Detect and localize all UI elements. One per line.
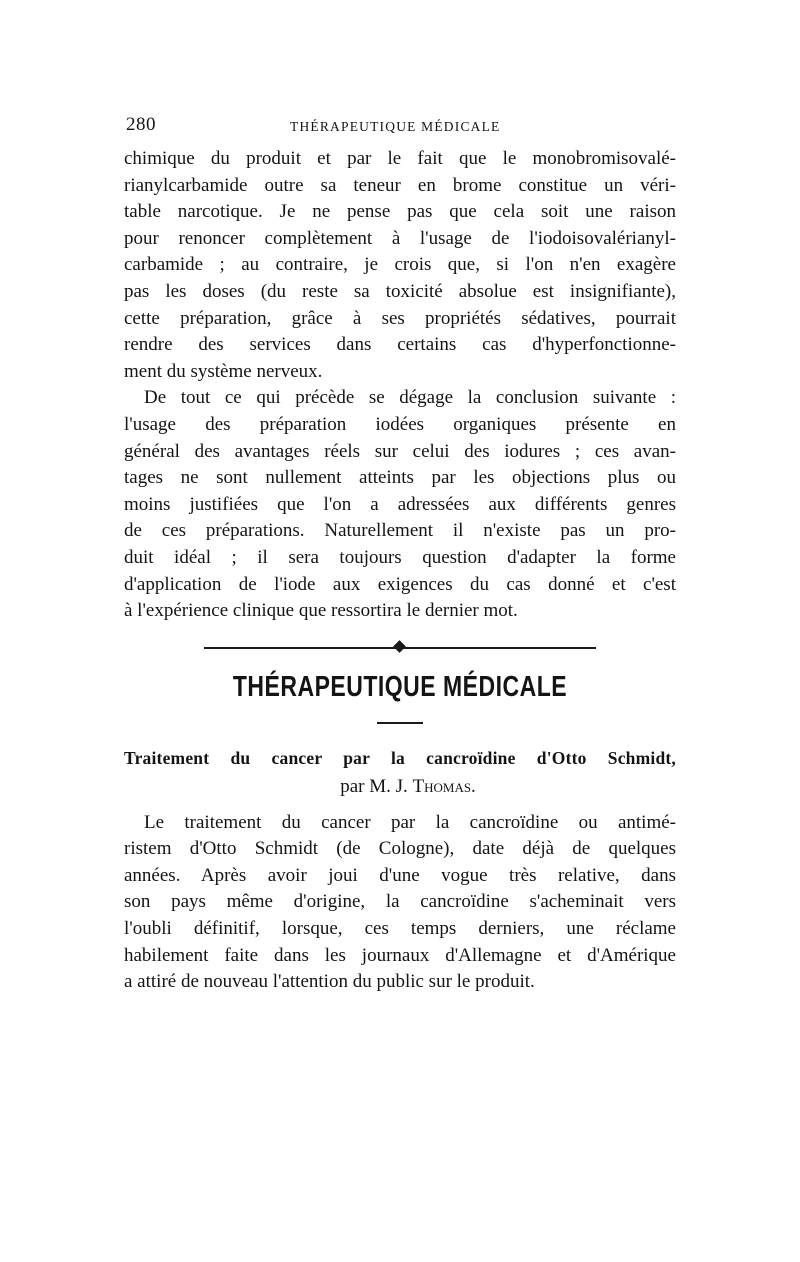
text-line: rendre des services dans certains cas d'hyperfonctionne- — [124, 334, 676, 356]
text-line: tages ne sont nullement atteints par les objections plus ou — [124, 467, 676, 489]
text-line: à l'expérience clinique que ressortira le dernier mot. — [124, 600, 518, 622]
ornamental-separator — [124, 637, 676, 659]
text-line: années. Après avoir joui d'une vogue très relative, dans — [124, 864, 676, 886]
text-line: cette préparation, grâce à ses propriétés sédatives, pourrait — [124, 307, 676, 329]
article-byline — [124, 774, 676, 800]
text-line: ment du système nerveux. — [124, 360, 323, 382]
diamond-ornament-icon — [393, 640, 406, 653]
text-line: table narcotique. Je ne pense pas que cela soit une raison — [124, 201, 676, 223]
text-line: pas les doses (du reste sa toxicité absolue est insignifiante), — [124, 280, 676, 302]
text-line: Le traitement du cancer par la cancroïdine ou antimé- — [144, 811, 676, 833]
text-line: l'oubli définitif, lorsque, ces temps derniers, une réclame — [124, 918, 676, 940]
section-heading: THÉRAPEUTIQUE MÉDICALE — [232, 669, 568, 702]
byline-prefix: par M. J. — [340, 775, 413, 797]
text-line: de ces préparations. Naturellement il n'existe pas un pro- — [124, 520, 676, 542]
text-line: ristem d'Otto Schmidt (de Cologne), date déjà de quelques — [124, 838, 676, 860]
running-header — [124, 112, 676, 146]
running-title: THÉRAPEUTIQUE MÉDICALE — [290, 119, 501, 134]
book-page — [124, 112, 676, 996]
article-title: Traitement du cancer par la cancroïdine d'Otto Schmidt, — [124, 747, 676, 768]
text-line: pour renoncer complètement à l'usage de l'iodoisovalérianyl- — [124, 227, 676, 249]
text-line: général des avantages réels sur celui des iodures ; ces avan- — [124, 440, 676, 462]
text-line: chimique du produit et par le fait que le monobromisovalé- — [124, 148, 676, 169]
paragraph-conclusion — [124, 385, 676, 624]
byline-author: Thomas. — [412, 775, 476, 797]
text-line: De tout ce qui précède se dégage la conclusion suivante : — [144, 387, 676, 409]
text-line: a attiré de nouveau l'attention du public sur le produit. — [124, 971, 535, 993]
text-line: l'usage des préparation iodées organiques présente en — [124, 413, 676, 435]
text-line: duit idéal ; il sera toujours question d'adapter la forme — [124, 546, 676, 568]
short-rule-divider — [377, 722, 423, 724]
text-line: habilement faite dans les journaux d'Allemagne et d'Amérique — [124, 944, 676, 966]
text-line: moins justifiées que l'on a adressées aux différents genres — [124, 493, 676, 515]
text-line: carbamide ; au contraire, je crois que, si l'on n'en exagère — [124, 254, 676, 276]
text-line: d'application de l'iode aux exigences du cas donné et c'est — [124, 573, 676, 595]
text-line: rianylcarbamide outre sa teneur en brome constitue un véri- — [124, 174, 676, 196]
text-line: son pays même d'origine, la cancroïdine s'acheminait vers — [124, 891, 676, 913]
paragraph-article — [124, 810, 676, 996]
paragraph-continued — [124, 146, 676, 385]
page-number: 280 — [126, 114, 156, 135]
